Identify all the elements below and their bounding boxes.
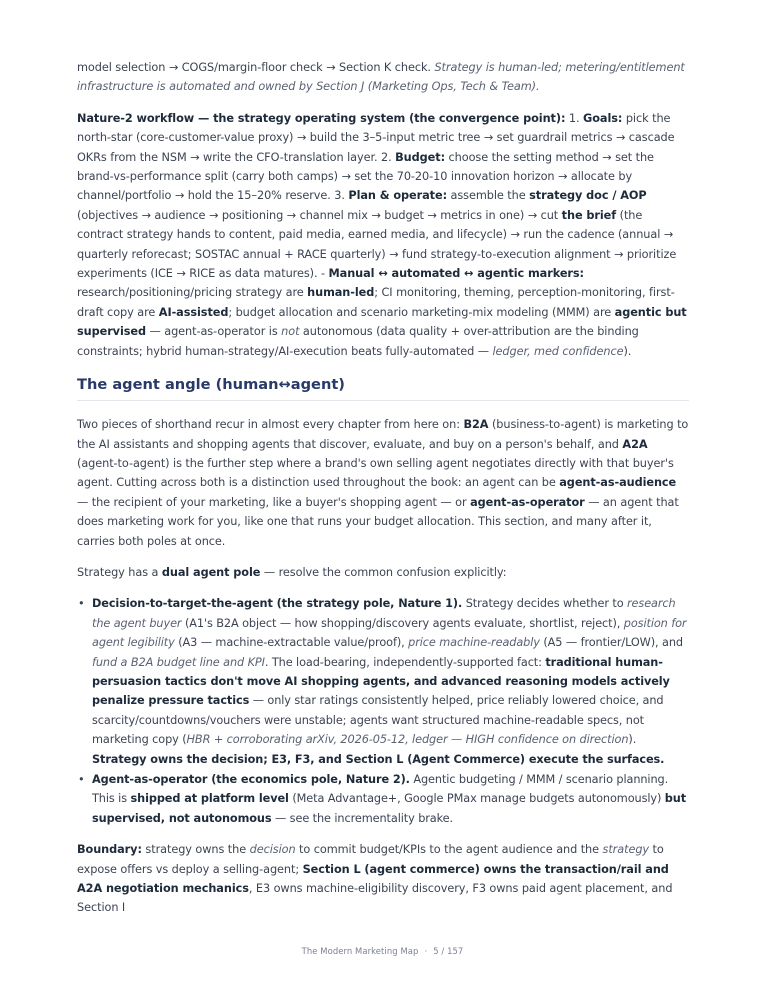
text-run: — the recipient of your marketing, like a buyer's shopping agent — or [77, 495, 471, 509]
text-run: (the contract strategy hands to content, paid media, earned media, and lifecycle) → run the cadence (annual → quarterly reforecast; SOSTAC annual + RACE quarterly) → fund strategy-to-execution alignment → prioritize experiments (ICE → RICE as data matures). - [77, 208, 677, 281]
italic-text: fund a B2A budget line and KPI [92, 655, 265, 669]
text-run: , E3 owns machine-eligibility discovery, F3 owns paid agent placement, and Section I [77, 882, 673, 915]
footer-separator: · [424, 946, 428, 956]
bold-text: agentic but supervised [77, 305, 687, 339]
text-run: Two pieces of shorthand recur in almost every chapter from here on: [77, 418, 464, 432]
bold-text: traditional human-persuasion tactics don't move AI shopping agents, and advanced reasoning models actively penalize pressure tactics [92, 655, 670, 708]
text-run: — resolve the common confusion explicitly: [260, 565, 507, 579]
text-run: . The load-bearing, independently-supported fact: [264, 655, 546, 669]
text-run: Strategy has a [77, 565, 162, 579]
text-run: choose the setting method → set the brand-vs-performance split (carry both camps) → set the 70-20-10 innovation horizon → allocate by channel/portfolio → hold the 15–20% reserve. 3. [77, 150, 654, 203]
italic-text: HBR + corroborating arXiv, 2026-05-12, ledger — HIGH confidence on direction [186, 733, 629, 747]
text-run: (objectives → audience → positioning → channel mix → budget → metrics in one) → cut [77, 208, 562, 222]
list-item [77, 770, 689, 828]
text-run: model selection → COGS/margin-floor check → Section K check. [77, 61, 435, 74]
footer-page-number: 5 / 157 [433, 946, 464, 956]
bold-text: human-led [307, 286, 375, 300]
section-heading: The agent angle (human↔agent) [77, 375, 689, 401]
footer-book-title: The Modern Marketing Map [301, 946, 419, 956]
bold-text: the brief [561, 208, 617, 222]
text-run: strategy owns the [141, 843, 250, 857]
text-run: ; budget allocation and scenario marketing-mix modeling (MMM) are [228, 305, 615, 319]
page-footer [0, 946, 765, 956]
bold-text: but supervised, not autonomous [92, 792, 687, 825]
bold-text: Section L (agent commerce) owns the transaction/rail and A2A negotiation mechanics [77, 862, 669, 896]
bold-text: A2A [622, 437, 648, 451]
text-run: ; CI monitoring, theming, perception-monitoring, first-draft copy are [77, 286, 675, 319]
italic-text: strategy [602, 843, 650, 857]
italic-text: price machine-readably [408, 636, 540, 650]
bold-text: Budget: [395, 150, 446, 164]
list-item [77, 594, 689, 769]
text-run: (business-to-agent) is marketing to the AI assistants and shopping agents that discover, evaluate, and buy on a person's behalf, and [77, 418, 689, 451]
text-run: assemble the [447, 189, 530, 203]
italic-text: Strategy is human-led; metering/entitlement infrastructure is automated and owned by Section J (Marketing Ops, Tech & Team). [77, 61, 685, 94]
boundary-paragraph [77, 840, 689, 918]
bold-text: Nature-2 workflow — the strategy operating system (the convergence point): [77, 111, 566, 125]
text-run: — agent-as-operator is [146, 325, 282, 339]
text-run: ). [623, 344, 632, 358]
text-run: Strategy decides whether to [462, 597, 628, 611]
text-run: — only star ratings consistently helped, price reliably lowered choice, and scarcity/countdowns/vouchers were unstable; agents want structured machine-readable specs, not marketing copy ( [92, 694, 664, 747]
italic-text: research the agent buyer [92, 597, 676, 630]
text-run: to expose offers vs deploy a selling-agent; [77, 843, 664, 876]
text-run: ). [628, 733, 637, 747]
text-run: pick the north-star (core-customer-value proxy) → build the 3–5-input metric tree → set guardrail metrics → cascade OKRs from the NSM → write the CFO-translation layer. 2. [77, 111, 675, 164]
b2a-a2a-paragraph [77, 415, 689, 551]
bold-text: Boundary: [77, 843, 142, 857]
agent-pole-list [77, 594, 689, 828]
bold-text: Agent-as-operator (the economics pole, Nature 2). [92, 773, 410, 786]
text-run: (agent-to-agent) is the further step where a brand's own selling agent negotiates directly with that buyer's agent. Cutting across both is a distinction used throughout the book: an agent can be [77, 456, 674, 490]
nature2-workflow-paragraph [77, 109, 689, 361]
text-run: 1. [565, 111, 584, 125]
bold-text: Plan & operate: [348, 189, 448, 203]
bold-text: Manual ↔ automated ↔ agentic markers: [328, 267, 584, 281]
text-run: autonomous (data quality + over-attribution are the binding constraints; hybrid human-strategy/AI-execution beats fully-automated — [77, 325, 639, 358]
italic-text: position for agent legibility [92, 616, 687, 650]
text-run: (A3 — machine-extractable value/proof), [174, 636, 409, 650]
bold-text: agent-as-audience [559, 476, 677, 490]
bold-text: shipped at platform level [130, 792, 289, 806]
text-run: — see the incrementality brake. [271, 811, 454, 825]
bold-text: dual agent pole [161, 565, 261, 579]
italic-text: ledger, med confidence [492, 344, 624, 358]
italic-text: decision [249, 843, 296, 857]
bold-text: agent-as-operator [470, 495, 585, 509]
bold-text: Decision-to-target-the-agent (the strategy pole, Nature 1). [92, 597, 463, 611]
text-run: to commit budget/KPIs to the agent audience and the [295, 843, 603, 857]
text-run: Agentic budgeting / MMM / scenario planning. This is [92, 773, 669, 806]
bold-text: Strategy owns the decision; E3, F3, and Section L (Agent Commerce) execute the surfaces. [92, 752, 665, 766]
bold-text: Goals: [583, 111, 623, 125]
document-page [77, 58, 689, 918]
bold-text: AI-assisted [158, 305, 229, 319]
continuation-paragraph [77, 58, 689, 97]
text-run: (A5 — frontier/LOW), and [539, 636, 683, 650]
bold-text: B2A [463, 418, 489, 432]
text-run: research/positioning/pricing strategy are [77, 286, 308, 300]
italic-text: not [281, 325, 300, 339]
text-run: — an agent that does marketing work for you, like one that runs your budget allocation. This section, and many after it, carries both poles at once. [77, 495, 679, 548]
text-run: (A1's B2A object — how shopping/discovery agents evaluate, shortlist, reject), [181, 616, 624, 630]
text-run: (Meta Advantage+, Google PMax manage budgets autonomously) [288, 792, 665, 806]
bold-text: strategy doc / AOP [529, 189, 647, 203]
dual-agent-pole-paragraph [77, 563, 689, 582]
